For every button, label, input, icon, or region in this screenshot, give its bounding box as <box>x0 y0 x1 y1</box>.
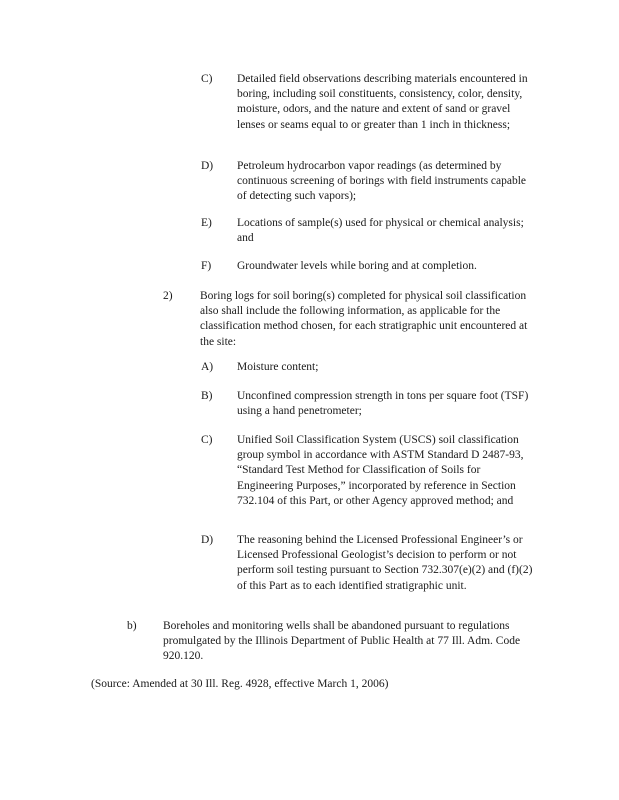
item-label: E) <box>201 217 212 229</box>
item-label: D) <box>201 534 214 546</box>
item-label: A) <box>201 361 214 373</box>
item-text: Moisture content; <box>237 361 319 373</box>
item-label: b) <box>127 620 137 632</box>
source-note: (Source: Amended at 30 Ill. Reg. 4928, effective March 1, 2006) <box>91 678 389 690</box>
item-text: Boreholes and monitoring wells shall be abandoned pursuant to regulations promulgated by the Illinois Department of Public Health at 77 Ill. Adm. Code 920.120. <box>163 620 521 663</box>
item-label: C) <box>201 434 213 446</box>
item-label: B) <box>201 390 213 402</box>
item-label: F) <box>201 260 212 272</box>
item-label: C) <box>201 73 213 85</box>
item-text: Petroleum hydrocarbon vapor readings (as determined by continuous screening of borings with field instruments capable of detecting such vapors); <box>237 160 527 203</box>
item-text: Unconfined compression strength in tons per square foot (TSF) using a hand penetrometer; <box>237 390 529 418</box>
item-text: Locations of sample(s) used for physical or chemical analysis; and <box>237 217 524 245</box>
item-text: Detailed field observations describing materials encountered in boring, including soil constituents, consistency, color, density, moisture, odors, and the nature and extent of sand or gravel lenses or seams equal to or greater than 1 inch in thickness; <box>237 73 528 131</box>
item-text: The reasoning behind the Licensed Professional Engineer’s or Licensed Professional Geologist’s decision to perform or not perform soil testing pursuant to Section 732.307(e)(2) and (f)(2) of this Part as to each identified stratigraphic unit. <box>237 534 533 592</box>
item-label: D) <box>201 160 214 172</box>
item-label: 2) <box>163 290 173 302</box>
item-text: Groundwater levels while boring and at completion. <box>237 260 477 272</box>
item-text: Unified Soil Classification System (USCS) soil classification group symbol in accordance with ASTM Standard D 2487-93, “Standard Test Method for Classification of Soils for Engineering Purposes,” incorporated by reference in Section 732.104 of this Part, or other Agency approved method; and <box>237 434 524 507</box>
item-text: Boring logs for soil boring(s) completed for physical soil classification also shall include the following information, as applicable for the classification method chosen, for each stratigraphic unit encountered at the site: <box>200 290 528 348</box>
